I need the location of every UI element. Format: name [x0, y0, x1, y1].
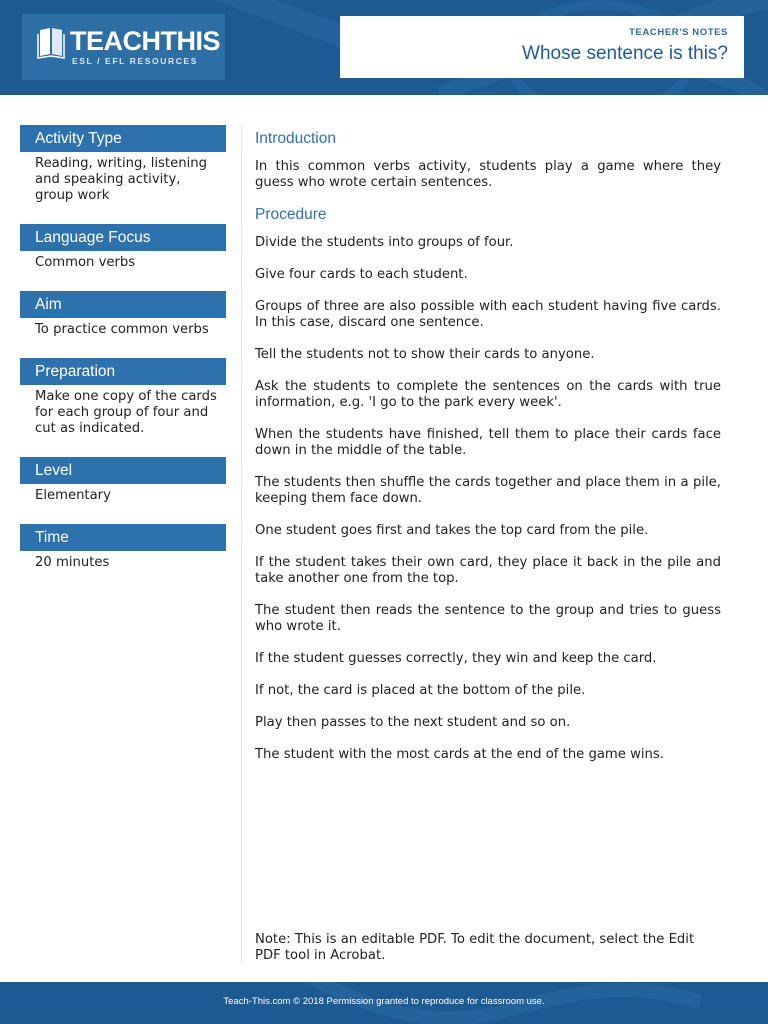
sidebar-section-language-focus [20, 224, 226, 271]
procedure-step: Groups of three are also possible with each student having five cards. In this case, discard one sentence. [255, 299, 721, 330]
introduction-heading: Introduction [255, 130, 336, 147]
book-logo-icon [36, 26, 66, 60]
page-header [0, 0, 768, 95]
main-content [255, 129, 721, 779]
sidebar-section-preparation [20, 358, 226, 437]
logo-subtitle: ESL / EFL RESOURCES [72, 56, 198, 66]
sidebar-section-aim [20, 291, 226, 338]
sidebar-text: Common verbs [35, 255, 136, 270]
title-box [340, 16, 744, 78]
procedure-step: Ask the students to complete the sentences on the cards with true information, e.g. 'I go to the park every week'. [255, 379, 721, 410]
procedure-step: Tell the students not to show their cards to anyone. [255, 347, 595, 362]
sidebar-section-level [20, 457, 226, 504]
sidebar-section-activity-type [20, 125, 226, 204]
procedure-step: If not, the card is placed at the bottom of the pile. [255, 683, 586, 698]
sidebar-heading: Activity Type [20, 125, 226, 152]
sidebar [20, 125, 226, 591]
procedure-step: If the student takes their own card, they place it back in the pile and take another one from the top. [255, 555, 721, 586]
procedure-step: The student with the most cards at the end of the game wins. [255, 747, 664, 762]
sidebar-text: Make one copy of the cards for each group of four and cut as indicated. [35, 389, 217, 436]
sidebar-text: To practice common verbs [35, 322, 209, 337]
sidebar-section-time [20, 524, 226, 571]
procedure-step: The student then reads the sentence to the group and tries to guess who wrote it. [255, 603, 721, 634]
procedure-step: Give four cards to each student. [255, 267, 468, 282]
procedure-step: When the students have finished, tell them to place their cards face down in the middle of the table. [255, 427, 721, 458]
sidebar-text: 20 minutes [35, 555, 110, 570]
sidebar-text: Reading, writing, listening and speaking activity, group work [35, 156, 207, 203]
sidebar-heading: Language Focus [20, 224, 226, 251]
editable-pdf-note: Note: This is an editable PDF. To edit the document, select the Edit PDF tool in Acrobat. [255, 932, 695, 963]
procedure-step: Divide the students into groups of four. [255, 235, 514, 250]
sidebar-heading: Aim [20, 291, 226, 318]
logo[interactable] [22, 14, 225, 80]
procedure-step: If the student guesses correctly, they win and keep the card. [255, 651, 657, 666]
page-footer [0, 982, 768, 1024]
sidebar-heading: Preparation [20, 358, 226, 385]
logo-title: TEACHTHIS [70, 26, 220, 56]
sidebar-heading: Level [20, 457, 226, 484]
sidebar-heading: Time [20, 524, 226, 551]
introduction-text: In this common verbs activity, students play a game where they guess who wrote certain sentences. [255, 159, 721, 190]
teachers-notes-label: TEACHER'S NOTES [629, 27, 728, 38]
procedure-heading: Procedure [255, 206, 327, 223]
procedure-step: Play then passes to the next student and so on. [255, 715, 571, 730]
column-divider [241, 125, 242, 965]
procedure-step: The students then shuffle the cards together and place them in a pile, keeping them face down. [255, 475, 721, 506]
page-title: Whose sentence is this? [522, 43, 728, 64]
procedure-step: One student goes first and takes the top card from the pile. [255, 523, 649, 538]
copyright-text: Teach-This.com © 2018 Permission granted to reproduce for classroom use. [223, 996, 545, 1007]
sidebar-text: Elementary [35, 488, 111, 503]
